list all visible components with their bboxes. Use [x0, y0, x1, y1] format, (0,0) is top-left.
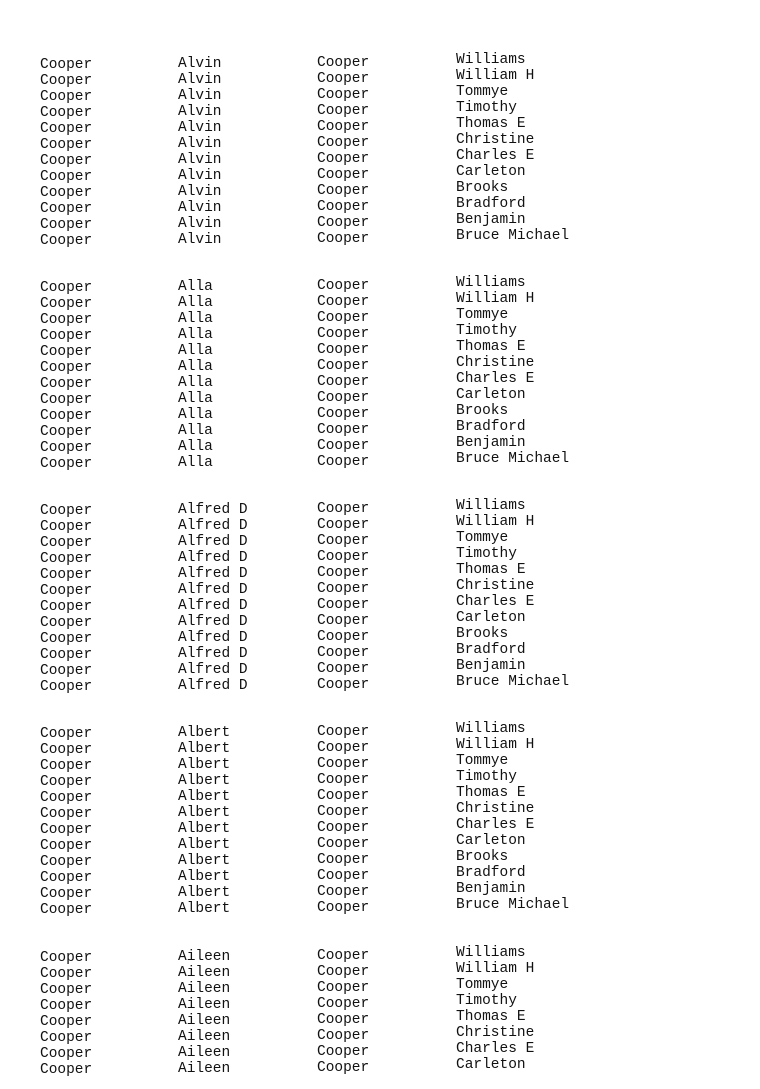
- related-given-name-cell: Tommye: [456, 307, 509, 323]
- related-given-name-cell: Bruce Michael: [456, 674, 570, 690]
- related-surname-cell: Cooper: [317, 581, 370, 597]
- related-given-name-cell: Thomas E: [456, 785, 526, 801]
- surname-cell: Cooper: [40, 169, 93, 185]
- table-row: [0, 530, 760, 551]
- related-surname-cell: Cooper: [317, 868, 370, 884]
- related-given-name-cell: Timothy: [456, 993, 517, 1009]
- related-given-name-cell: Bruce Michael: [456, 451, 570, 467]
- given-name-cell: Alla: [178, 295, 213, 311]
- related-given-name-cell: Benjamin: [456, 435, 526, 451]
- related-surname-cell: Cooper: [317, 1028, 370, 1044]
- table-row: [0, 961, 760, 982]
- given-name-cell: Albert: [178, 805, 231, 821]
- related-surname-cell: Cooper: [317, 677, 370, 693]
- table-row: [0, 626, 760, 647]
- surname-cell: Cooper: [40, 89, 93, 105]
- related-given-name-cell: Bradford: [456, 865, 526, 881]
- surname-cell: Cooper: [40, 982, 93, 998]
- surname-cell: Cooper: [40, 663, 93, 679]
- given-name-cell: Alvin: [178, 232, 222, 248]
- given-name-cell: Alvin: [178, 56, 222, 72]
- surname-cell: Cooper: [40, 567, 93, 583]
- given-name-cell: Albert: [178, 725, 231, 741]
- given-name-cell: Alfred D: [178, 662, 248, 678]
- related-surname-cell: Cooper: [317, 804, 370, 820]
- surname-cell: Cooper: [40, 1014, 93, 1030]
- table-row: [0, 228, 760, 249]
- surname-cell: Cooper: [40, 838, 93, 854]
- related-surname-cell: Cooper: [317, 996, 370, 1012]
- table-row: [0, 594, 760, 615]
- surname-cell: Cooper: [40, 456, 93, 472]
- related-given-name-cell: Thomas E: [456, 339, 526, 355]
- given-name-cell: Alfred D: [178, 630, 248, 646]
- record-group: [0, 498, 760, 695]
- surname-cell: Cooper: [40, 631, 93, 647]
- given-name-cell: Albert: [178, 853, 231, 869]
- table-row: [0, 371, 760, 392]
- related-surname-cell: Cooper: [317, 406, 370, 422]
- related-surname-cell: Cooper: [317, 788, 370, 804]
- related-surname-cell: Cooper: [317, 964, 370, 980]
- related-given-name-cell: Timothy: [456, 100, 517, 116]
- related-surname-cell: Cooper: [317, 1060, 370, 1076]
- related-given-name-cell: Charles E: [456, 594, 535, 610]
- table-row: [0, 993, 760, 1014]
- related-given-name-cell: Timothy: [456, 323, 517, 339]
- given-name-cell: Aileen: [178, 965, 231, 981]
- related-surname-cell: Cooper: [317, 900, 370, 916]
- related-surname-cell: Cooper: [317, 294, 370, 310]
- given-name-cell: Alfred D: [178, 646, 248, 662]
- related-surname-cell: Cooper: [317, 454, 370, 470]
- related-surname-cell: Cooper: [317, 836, 370, 852]
- table-row: [0, 1057, 760, 1078]
- surname-cell: Cooper: [40, 440, 93, 456]
- surname-cell: Cooper: [40, 950, 93, 966]
- related-given-name-cell: Bradford: [456, 419, 526, 435]
- table-row: [0, 977, 760, 998]
- table-row: [0, 387, 760, 408]
- surname-cell: Cooper: [40, 503, 93, 519]
- surname-cell: Cooper: [40, 599, 93, 615]
- table-row: [0, 674, 760, 695]
- related-surname-cell: Cooper: [317, 55, 370, 71]
- table-row: [0, 1009, 760, 1030]
- related-given-name-cell: Timothy: [456, 769, 517, 785]
- given-name-cell: Alla: [178, 375, 213, 391]
- related-surname-cell: Cooper: [317, 422, 370, 438]
- surname-cell: Cooper: [40, 679, 93, 695]
- given-name-cell: Aileen: [178, 1013, 231, 1029]
- related-surname-cell: Cooper: [317, 278, 370, 294]
- related-given-name-cell: Benjamin: [456, 658, 526, 674]
- surname-cell: Cooper: [40, 1046, 93, 1062]
- related-given-name-cell: Bruce Michael: [456, 228, 570, 244]
- table-row: [0, 435, 760, 456]
- table-row: [0, 753, 760, 774]
- surname-cell: Cooper: [40, 774, 93, 790]
- given-name-cell: Alvin: [178, 152, 222, 168]
- related-given-name-cell: William H: [456, 737, 535, 753]
- record-group: [0, 945, 760, 1078]
- related-given-name-cell: William H: [456, 514, 535, 530]
- related-given-name-cell: Bradford: [456, 196, 526, 212]
- related-given-name-cell: Christine: [456, 801, 535, 817]
- related-surname-cell: Cooper: [317, 87, 370, 103]
- related-given-name-cell: Williams: [456, 275, 526, 291]
- related-surname-cell: Cooper: [317, 597, 370, 613]
- related-given-name-cell: Carleton: [456, 387, 526, 403]
- related-given-name-cell: Carleton: [456, 1057, 526, 1073]
- record-group: [0, 52, 760, 249]
- table-row: [0, 148, 760, 169]
- table-row: [0, 881, 760, 902]
- table-row: [0, 84, 760, 105]
- related-given-name-cell: Williams: [456, 498, 526, 514]
- related-surname-cell: Cooper: [317, 231, 370, 247]
- related-given-name-cell: Bruce Michael: [456, 897, 570, 913]
- table-row: [0, 817, 760, 838]
- surname-cell: Cooper: [40, 217, 93, 233]
- related-surname-cell: Cooper: [317, 884, 370, 900]
- surname-cell: Cooper: [40, 360, 93, 376]
- given-name-cell: Alla: [178, 439, 213, 455]
- related-given-name-cell: Charles E: [456, 817, 535, 833]
- given-name-cell: Alvin: [178, 104, 222, 120]
- surname-cell: Cooper: [40, 726, 93, 742]
- surname-cell: Cooper: [40, 185, 93, 201]
- given-name-cell: Alla: [178, 311, 213, 327]
- given-name-cell: Alla: [178, 407, 213, 423]
- related-given-name-cell: Carleton: [456, 833, 526, 849]
- related-given-name-cell: Carleton: [456, 164, 526, 180]
- related-surname-cell: Cooper: [317, 199, 370, 215]
- given-name-cell: Albert: [178, 773, 231, 789]
- surname-cell: Cooper: [40, 966, 93, 982]
- related-given-name-cell: Brooks: [456, 626, 509, 642]
- table-row: [0, 52, 760, 73]
- table-row: [0, 180, 760, 201]
- given-name-cell: Alvin: [178, 184, 222, 200]
- related-surname-cell: Cooper: [317, 119, 370, 135]
- given-name-cell: Albert: [178, 741, 231, 757]
- table-row: [0, 451, 760, 472]
- table-row: [0, 355, 760, 376]
- related-given-name-cell: Thomas E: [456, 562, 526, 578]
- surname-cell: Cooper: [40, 153, 93, 169]
- table-row: [0, 514, 760, 535]
- related-surname-cell: Cooper: [317, 501, 370, 517]
- surname-cell: Cooper: [40, 105, 93, 121]
- related-surname-cell: Cooper: [317, 948, 370, 964]
- related-surname-cell: Cooper: [317, 517, 370, 533]
- related-surname-cell: Cooper: [317, 438, 370, 454]
- related-surname-cell: Cooper: [317, 820, 370, 836]
- given-name-cell: Alfred D: [178, 534, 248, 550]
- given-name-cell: Alvin: [178, 120, 222, 136]
- surname-cell: Cooper: [40, 854, 93, 870]
- surname-cell: Cooper: [40, 73, 93, 89]
- related-surname-cell: Cooper: [317, 374, 370, 390]
- surname-cell: Cooper: [40, 535, 93, 551]
- table-row: [0, 68, 760, 89]
- related-surname-cell: Cooper: [317, 661, 370, 677]
- given-name-cell: Aileen: [178, 1045, 231, 1061]
- given-name-cell: Alvin: [178, 200, 222, 216]
- related-surname-cell: Cooper: [317, 342, 370, 358]
- surname-cell: Cooper: [40, 137, 93, 153]
- surname-cell: Cooper: [40, 998, 93, 1014]
- given-name-cell: Aileen: [178, 949, 231, 965]
- surname-cell: Cooper: [40, 519, 93, 535]
- related-given-name-cell: William H: [456, 961, 535, 977]
- given-name-cell: Alfred D: [178, 598, 248, 614]
- related-given-name-cell: Christine: [456, 1025, 535, 1041]
- related-given-name-cell: Tommye: [456, 753, 509, 769]
- related-given-name-cell: Timothy: [456, 546, 517, 562]
- surname-cell: Cooper: [40, 296, 93, 312]
- related-surname-cell: Cooper: [317, 629, 370, 645]
- related-given-name-cell: Christine: [456, 578, 535, 594]
- given-name-cell: Alvin: [178, 88, 222, 104]
- related-given-name-cell: Brooks: [456, 180, 509, 196]
- related-given-name-cell: Christine: [456, 132, 535, 148]
- related-given-name-cell: Thomas E: [456, 1009, 526, 1025]
- table-row: [0, 1025, 760, 1046]
- surname-cell: Cooper: [40, 376, 93, 392]
- related-surname-cell: Cooper: [317, 980, 370, 996]
- surname-cell: Cooper: [40, 328, 93, 344]
- table-row: [0, 498, 760, 519]
- related-given-name-cell: Charles E: [456, 371, 535, 387]
- record-group: [0, 721, 760, 918]
- table-row: [0, 212, 760, 233]
- given-name-cell: Alla: [178, 343, 213, 359]
- given-name-cell: Albert: [178, 789, 231, 805]
- surname-cell: Cooper: [40, 790, 93, 806]
- table-row: [0, 897, 760, 918]
- surname-cell: Cooper: [40, 1062, 93, 1078]
- related-surname-cell: Cooper: [317, 533, 370, 549]
- related-surname-cell: Cooper: [317, 167, 370, 183]
- related-surname-cell: Cooper: [317, 326, 370, 342]
- given-name-cell: Alfred D: [178, 566, 248, 582]
- table-row: [0, 562, 760, 583]
- surname-cell: Cooper: [40, 615, 93, 631]
- given-name-cell: Albert: [178, 885, 231, 901]
- table-row: [0, 164, 760, 185]
- table-row: [0, 546, 760, 567]
- surname-cell: Cooper: [40, 1030, 93, 1046]
- related-surname-cell: Cooper: [317, 852, 370, 868]
- related-surname-cell: Cooper: [317, 71, 370, 87]
- table-row: [0, 849, 760, 870]
- table-row: [0, 737, 760, 758]
- related-given-name-cell: Tommye: [456, 977, 509, 993]
- table-row: [0, 658, 760, 679]
- surname-cell: Cooper: [40, 742, 93, 758]
- table-row: [0, 865, 760, 886]
- table-row: [0, 339, 760, 360]
- given-name-cell: Alla: [178, 391, 213, 407]
- given-name-cell: Albert: [178, 869, 231, 885]
- given-name-cell: Alfred D: [178, 518, 248, 534]
- surname-cell: Cooper: [40, 822, 93, 838]
- given-name-cell: Alvin: [178, 168, 222, 184]
- related-surname-cell: Cooper: [317, 756, 370, 772]
- related-given-name-cell: Benjamin: [456, 212, 526, 228]
- surname-cell: Cooper: [40, 902, 93, 918]
- given-name-cell: Albert: [178, 901, 231, 917]
- given-name-cell: Alfred D: [178, 678, 248, 694]
- related-given-name-cell: William H: [456, 291, 535, 307]
- related-given-name-cell: Bradford: [456, 642, 526, 658]
- surname-cell: Cooper: [40, 424, 93, 440]
- related-given-name-cell: Charles E: [456, 1041, 535, 1057]
- table-row: [0, 945, 760, 966]
- surname-cell: Cooper: [40, 408, 93, 424]
- table-row: [0, 801, 760, 822]
- related-given-name-cell: William H: [456, 68, 535, 84]
- surname-cell: Cooper: [40, 806, 93, 822]
- related-surname-cell: Cooper: [317, 358, 370, 374]
- related-given-name-cell: Thomas E: [456, 116, 526, 132]
- given-name-cell: Albert: [178, 757, 231, 773]
- table-row: [0, 323, 760, 344]
- given-name-cell: Albert: [178, 821, 231, 837]
- given-name-cell: Aileen: [178, 1029, 231, 1045]
- surname-cell: Cooper: [40, 233, 93, 249]
- related-surname-cell: Cooper: [317, 565, 370, 581]
- given-name-cell: Alla: [178, 455, 213, 471]
- related-surname-cell: Cooper: [317, 135, 370, 151]
- related-surname-cell: Cooper: [317, 310, 370, 326]
- given-name-cell: Alla: [178, 279, 213, 295]
- surname-cell: Cooper: [40, 57, 93, 73]
- given-name-cell: Alla: [178, 359, 213, 375]
- related-given-name-cell: Carleton: [456, 610, 526, 626]
- given-name-cell: Alla: [178, 423, 213, 439]
- related-given-name-cell: Christine: [456, 355, 535, 371]
- given-name-cell: Aileen: [178, 1061, 231, 1077]
- related-given-name-cell: Brooks: [456, 403, 509, 419]
- related-surname-cell: Cooper: [317, 151, 370, 167]
- table-row: [0, 307, 760, 328]
- record-group: [0, 275, 760, 472]
- given-name-cell: Alla: [178, 327, 213, 343]
- related-surname-cell: Cooper: [317, 549, 370, 565]
- given-name-cell: Aileen: [178, 997, 231, 1013]
- surname-cell: Cooper: [40, 280, 93, 296]
- related-given-name-cell: Tommye: [456, 84, 509, 100]
- related-given-name-cell: Williams: [456, 721, 526, 737]
- related-surname-cell: Cooper: [317, 772, 370, 788]
- table-row: [0, 769, 760, 790]
- related-surname-cell: Cooper: [317, 390, 370, 406]
- table-row: [0, 785, 760, 806]
- given-name-cell: Alfred D: [178, 582, 248, 598]
- surname-cell: Cooper: [40, 647, 93, 663]
- given-name-cell: Alfred D: [178, 550, 248, 566]
- related-surname-cell: Cooper: [317, 645, 370, 661]
- given-name-cell: Alvin: [178, 136, 222, 152]
- related-surname-cell: Cooper: [317, 215, 370, 231]
- table-row: [0, 578, 760, 599]
- table-row: [0, 116, 760, 137]
- given-name-cell: Albert: [178, 837, 231, 853]
- table-row: [0, 403, 760, 424]
- related-surname-cell: Cooper: [317, 740, 370, 756]
- related-given-name-cell: Williams: [456, 945, 526, 961]
- given-name-cell: Aileen: [178, 981, 231, 997]
- table-row: [0, 419, 760, 440]
- table-row: [0, 132, 760, 153]
- table-row: [0, 291, 760, 312]
- table-row: [0, 100, 760, 121]
- related-surname-cell: Cooper: [317, 1044, 370, 1060]
- surname-cell: Cooper: [40, 344, 93, 360]
- table-row: [0, 721, 760, 742]
- related-surname-cell: Cooper: [317, 1012, 370, 1028]
- related-given-name-cell: Williams: [456, 52, 526, 68]
- table-row: [0, 610, 760, 631]
- surname-cell: Cooper: [40, 551, 93, 567]
- related-given-name-cell: Benjamin: [456, 881, 526, 897]
- surname-cell: Cooper: [40, 121, 93, 137]
- related-given-name-cell: Tommye: [456, 530, 509, 546]
- surname-cell: Cooper: [40, 758, 93, 774]
- surname-cell: Cooper: [40, 583, 93, 599]
- surname-cell: Cooper: [40, 870, 93, 886]
- table-row: [0, 833, 760, 854]
- related-given-name-cell: Brooks: [456, 849, 509, 865]
- related-surname-cell: Cooper: [317, 103, 370, 119]
- given-name-cell: Alfred D: [178, 502, 248, 518]
- table-row: [0, 1041, 760, 1062]
- surname-cell: Cooper: [40, 312, 93, 328]
- surname-cell: Cooper: [40, 392, 93, 408]
- given-name-cell: Alfred D: [178, 614, 248, 630]
- table-row: [0, 275, 760, 296]
- given-name-cell: Alvin: [178, 72, 222, 88]
- surname-cell: Cooper: [40, 886, 93, 902]
- related-surname-cell: Cooper: [317, 724, 370, 740]
- table-row: [0, 196, 760, 217]
- related-surname-cell: Cooper: [317, 183, 370, 199]
- surname-cell: Cooper: [40, 201, 93, 217]
- given-name-cell: Alvin: [178, 216, 222, 232]
- related-given-name-cell: Charles E: [456, 148, 535, 164]
- related-surname-cell: Cooper: [317, 613, 370, 629]
- table-row: [0, 642, 760, 663]
